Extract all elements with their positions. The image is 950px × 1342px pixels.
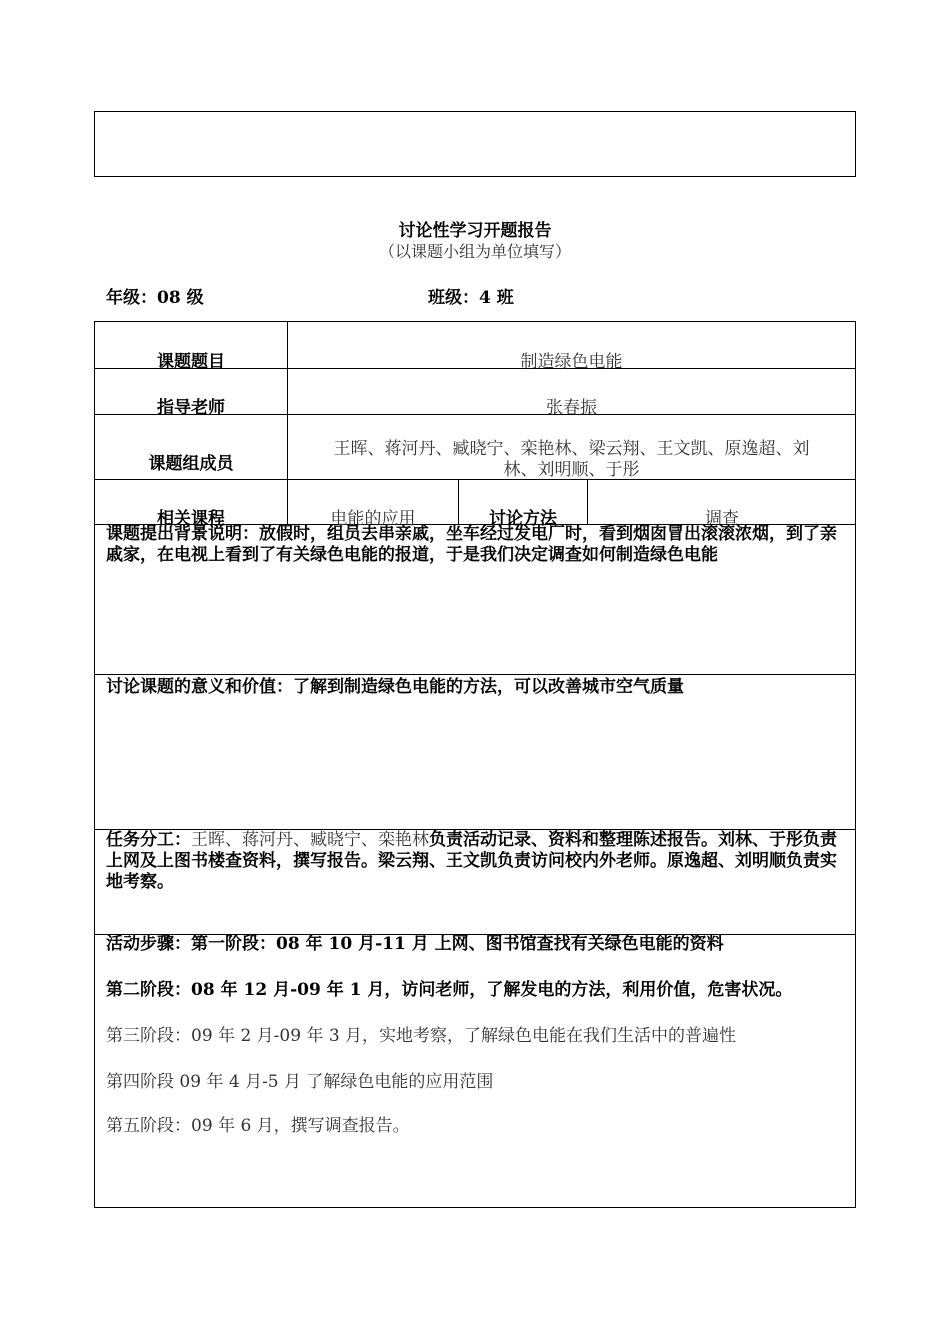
tasks-label: 任务分工： [106, 830, 191, 850]
significance-text: 讨论课题的意义和价值：了解到制造绿色电能的方法，可以改善城市空气质量 [106, 677, 684, 697]
step-1: 活动步骤：第一阶段：08 年 10 月-11 月 上网、图书馆查找有关绿色电能的资料 [106, 934, 724, 954]
teacher-label: 指导老师 [157, 398, 225, 418]
report-title: 讨论性学习开题报告 [398, 221, 552, 241]
step-4: 第四阶段 09 年 4 月-5 月 了解绿色电能的应用范围 [106, 1072, 494, 1092]
members-line-2: 林、刘明顺、于彤 [503, 460, 640, 480]
topic-value: 制造绿色电能 [520, 352, 623, 372]
class-field: 班级：4 班 [428, 288, 514, 308]
course-label: 相关课程 [157, 509, 225, 529]
teacher-value: 张春振 [546, 398, 597, 418]
method-label: 讨论方法 [489, 509, 557, 529]
background-text: 课题提出背景说明：放假时，组员去串亲戚，坐车经过发电厂时，看到烟囱冒出滚滚浓烟，到了亲戚家，在电视上看到了有关绿色电能的报道，于是我们决定调查如何制造绿色电能 [106, 524, 837, 565]
step-2: 第二阶段：08 年 12 月-09 年 1 月，访问老师，了解发电的方法，利用价值，危害状况。 [106, 980, 793, 1000]
tasks-members: 王晖、蒋河丹、臧晓宁、栾艳林 [191, 830, 429, 850]
method-value: 调查 [705, 509, 739, 529]
members-value [288, 439, 855, 481]
step-5: 第五阶段：09 年 6 月，撰写调查报告。 [106, 1116, 410, 1136]
grade-field: 年级：08 级 [106, 288, 204, 308]
course-value: 电能的应用 [330, 509, 416, 529]
report-subtitle: （以课题小组为单位填写） [378, 242, 571, 261]
members-line-1: 王晖、蒋河丹、臧晓宁、栾艳林、梁云翔、王文凯、原逸超、刘 [333, 439, 810, 459]
report-table [94, 321, 856, 1208]
members-label: 课题组成员 [148, 454, 234, 474]
empty-header-box [94, 111, 856, 177]
step-3: 第三阶段：09 年 2 月-09 年 3 月，实地考察，了解绿色电能在我们生活中的普遍性 [106, 1026, 737, 1046]
row-divider [95, 674, 855, 675]
topic-label: 课题题目 [157, 352, 225, 372]
tasks-text [106, 830, 846, 893]
tasks-rest: 负责活动记录、资料和整理陈述报告。刘林、于彤负责上网及上图书楼查资料，撰写报告。梁云翔、王文凯负责访问校内外老师。原逸超、刘明顺负责实地考察。 [106, 830, 837, 892]
